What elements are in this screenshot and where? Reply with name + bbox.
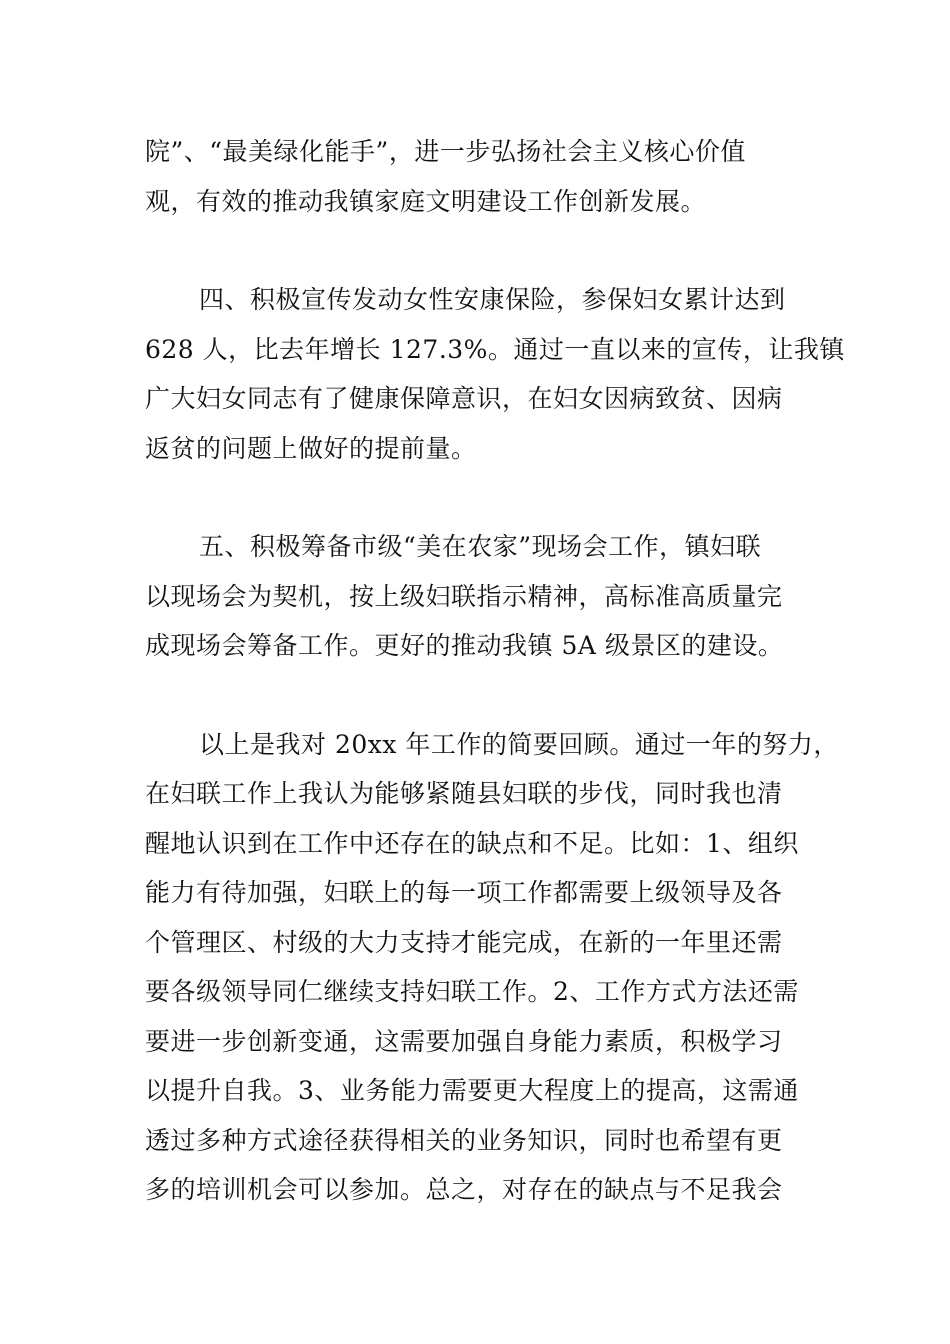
text-line: 以提升自我。3、业务能力需要更大程度上的提高，这需通 xyxy=(145,1076,799,1105)
text-line: 观，有效的推动我镇家庭文明建设工作创新发展。 xyxy=(145,186,707,216)
paragraph-gap xyxy=(145,671,815,720)
paragraph-gap xyxy=(145,473,815,522)
text-line: 多的培训机会可以参加。总之，对存在的缺点与不足我会 xyxy=(145,1175,783,1204)
text-line: 要进一步创新变通，这需要加强自身能力素质，积极学习 xyxy=(145,1026,783,1056)
paragraph-insurance xyxy=(145,275,845,473)
text-line: 透过多种方式途径获得相关的业务知识，同时也希望有更 xyxy=(145,1125,783,1155)
text-line: 醒地认识到在工作中还存在的缺点和不足。比如：1、组织 xyxy=(145,828,799,858)
text-line: 以上是我对 20xx 年工作的简要回顾。通过一年的努力， xyxy=(199,729,839,759)
text-line: 628 人，比去年增长 127.3%。通过一直以来的宣传，让我镇 xyxy=(145,334,845,364)
text-line: 以现场会为契机，按上级妇联指示精神，高标准高质量完 xyxy=(145,581,783,611)
paragraph-onsite-meeting xyxy=(145,522,815,671)
text-line: 四、积极宣传发动女性安康保险，参保妇女累计达到 xyxy=(199,285,786,314)
paragraph-summary xyxy=(145,720,839,1215)
text-line: 能力有待加强，妇联上的每一项工作都需要上级领导及各 xyxy=(145,878,783,907)
paragraph-gap xyxy=(145,226,815,275)
text-line: 广大妇女同志有了健康保障意识，在妇女因病致贫、因病 xyxy=(145,384,783,413)
paragraph-honors-continuation xyxy=(145,127,815,226)
text-line: 院”、“最美绿化能手”，进一步弘扬社会主义核心价值 xyxy=(145,137,746,166)
text-line: 成现场会筹备工作。更好的推动我镇 5A 级景区的建设。 xyxy=(145,631,784,660)
document-body xyxy=(145,127,845,1215)
text-line: 要各级领导同仁继续支持妇联工作。2、工作方式方法还需 xyxy=(145,977,799,1006)
text-line: 五、积极筹备市级“美在农家”现场会工作，镇妇联 xyxy=(199,532,762,561)
text-line: 在妇联工作上我认为能够紧随县妇联的步伐，同时我也清 xyxy=(145,779,783,808)
text-line: 返贫的问题上做好的提前量。 xyxy=(145,433,477,463)
text-line: 个管理区、村级的大力支持才能完成，在新的一年里还需 xyxy=(145,927,783,957)
